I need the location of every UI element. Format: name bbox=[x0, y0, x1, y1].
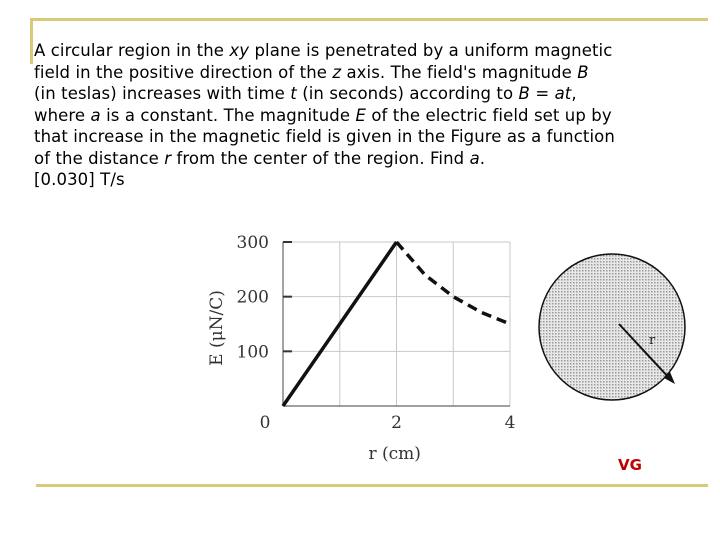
problem-line bbox=[34, 126, 694, 148]
text-run: where bbox=[34, 105, 91, 125]
slide-frame-left bbox=[30, 18, 33, 64]
variable: xy bbox=[229, 41, 250, 60]
magnetic-field-region bbox=[539, 254, 685, 400]
slide-frame-bottom bbox=[36, 484, 708, 487]
text-run: . bbox=[479, 148, 486, 168]
variable: a bbox=[469, 148, 480, 168]
radius-label: r bbox=[649, 333, 656, 348]
variable: r bbox=[164, 148, 172, 168]
text-run: of the electric field set up by bbox=[365, 105, 612, 125]
problem-line bbox=[34, 62, 694, 84]
chart-grid bbox=[283, 242, 510, 406]
text-run: that increase in the magnetic field is given in the Figure as a function bbox=[34, 127, 615, 146]
variable: t bbox=[290, 84, 297, 103]
text-run: A circular region in the bbox=[34, 41, 230, 60]
variable: B bbox=[518, 84, 530, 103]
chart-labels bbox=[207, 233, 515, 464]
variable: E bbox=[355, 105, 366, 125]
problem-line bbox=[34, 105, 694, 127]
x-tick-label: 0 bbox=[259, 413, 271, 433]
text-run: from the center of the region. Find bbox=[171, 148, 470, 168]
text-run: is a constant. The magnitude bbox=[100, 105, 356, 125]
text-run: of the distance bbox=[34, 148, 165, 168]
x-axis-label: r (cm) bbox=[368, 444, 421, 464]
x-tick-label: 4 bbox=[504, 413, 516, 433]
y-tick-label: 100 bbox=[236, 342, 269, 363]
variable: at bbox=[554, 84, 572, 103]
problem-line bbox=[34, 40, 694, 62]
y-axis-label: E (μN/C) bbox=[207, 290, 227, 366]
text-run: (in seconds) according to bbox=[296, 84, 519, 103]
circular-region-figure bbox=[537, 252, 687, 402]
text-run: field in the positive direction of the bbox=[34, 62, 333, 82]
problem-text bbox=[34, 40, 694, 191]
problem-line bbox=[34, 83, 694, 105]
text-run: (in teslas) increases with time bbox=[34, 84, 291, 103]
text-run: [0.030] T/s bbox=[34, 170, 125, 189]
variable: a bbox=[90, 105, 101, 125]
electric-field-chart bbox=[195, 225, 530, 475]
text-run: , bbox=[571, 84, 577, 103]
text-run: plane is penetrated by a uniform magnetic bbox=[249, 41, 613, 60]
variable: z bbox=[332, 62, 342, 82]
x-tick-label: 2 bbox=[391, 413, 402, 433]
text-run: = bbox=[529, 84, 555, 103]
y-tick-label: 300 bbox=[236, 233, 269, 253]
problem-line bbox=[34, 148, 694, 170]
vg-logo: VG bbox=[618, 456, 642, 474]
slide-frame-top bbox=[30, 18, 708, 21]
variable: B bbox=[577, 62, 589, 82]
y-tick-label: 200 bbox=[236, 287, 269, 308]
problem-line bbox=[34, 169, 694, 191]
text-run: axis. The field's magnitude bbox=[341, 62, 578, 82]
